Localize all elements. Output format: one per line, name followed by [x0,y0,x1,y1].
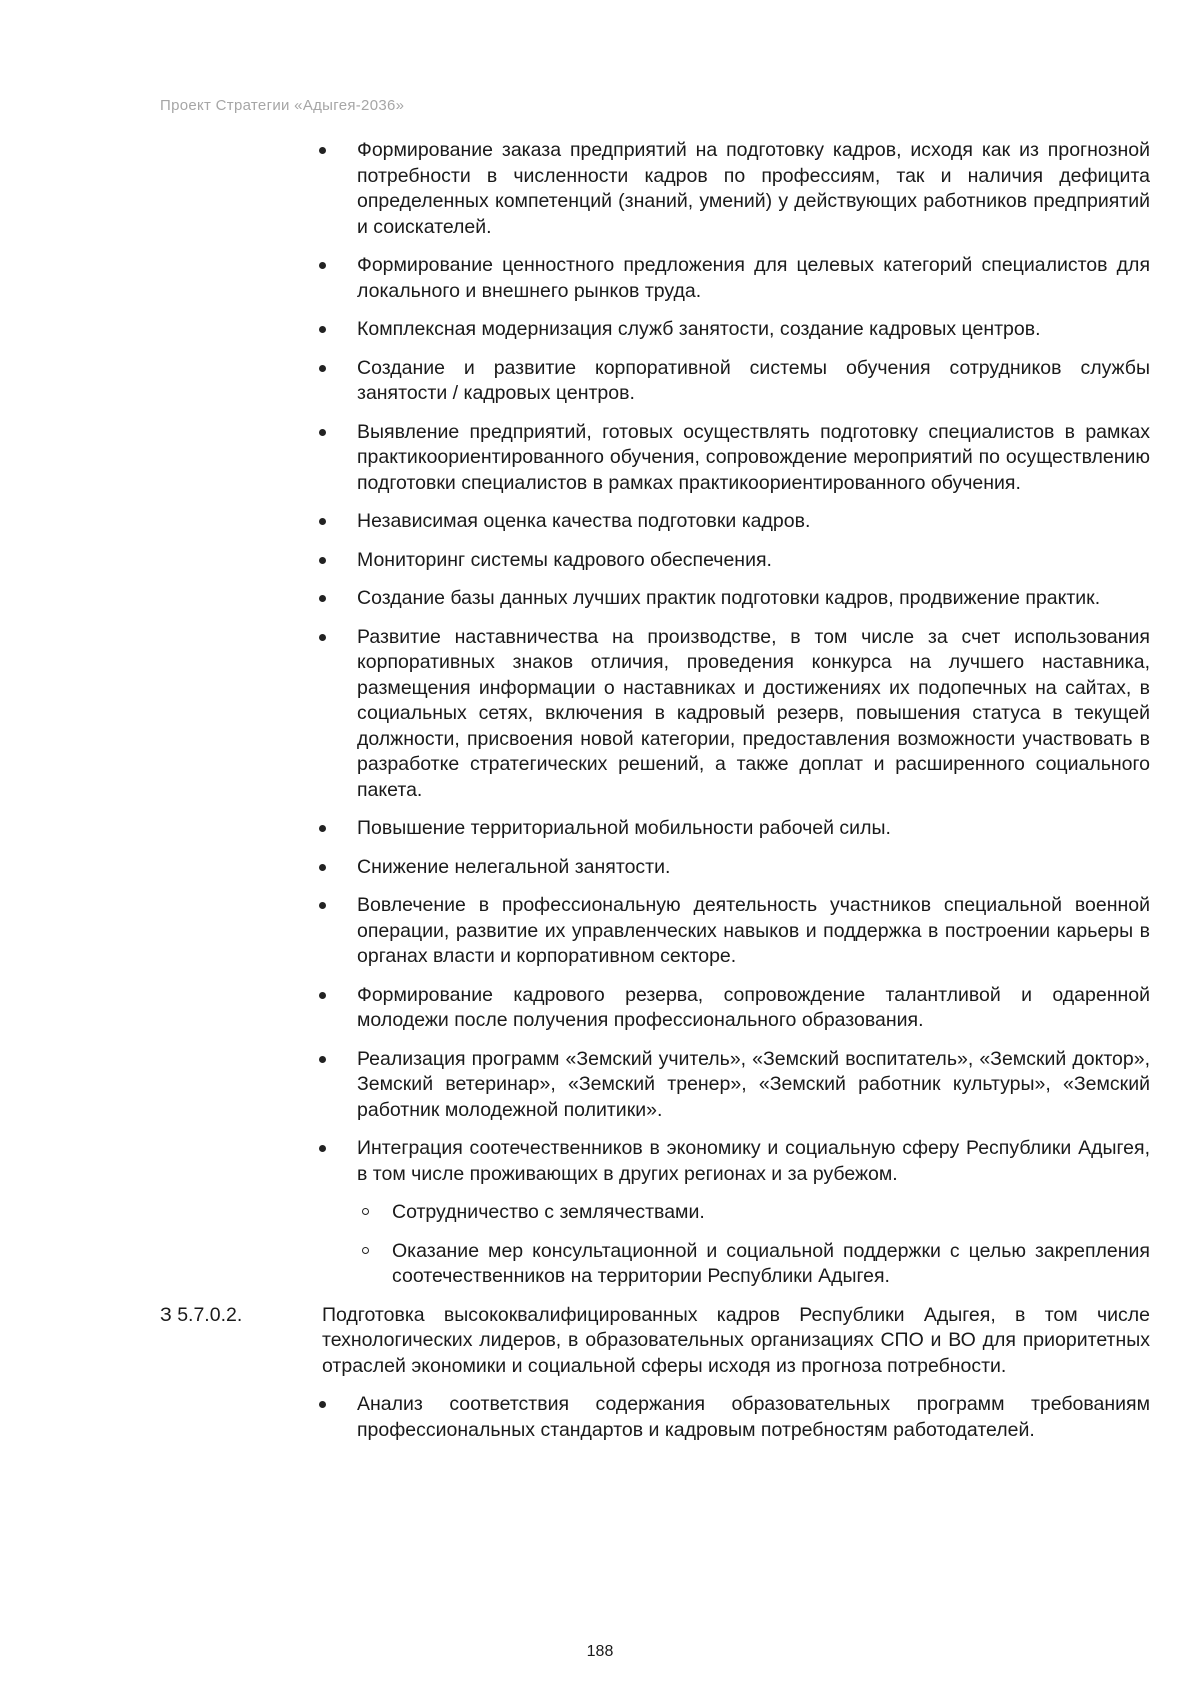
list-item: Реализация программ «Земский учитель», «Земский воспитатель», «Земский доктор», Земский ветеринар», «Земский тренер», «Земский работник культуры», «Земский работник молодежной политики». [357,1047,1150,1124]
list-item: Анализ соответствия содержания образовательных программ требованиям профессиональных стандартов и кадровым потребностям работодателей. [357,1392,1150,1443]
sub-list-item: Сотрудничество с землячествами. [392,1200,1150,1226]
list-item: Комплексная модернизация служб занятости, создание кадровых центров. [357,317,1150,343]
sub-list-item: Оказание мер консультационной и социальной поддержки с целью закрепления соотечественников на территории Республики Адыгея. [392,1239,1150,1290]
list-item: Формирование заказа предприятий на подготовку кадров, исходя как из прогнозной потребности в численности кадров по профессиям, так и наличия дефицита определенных компетенций (знаний, умений) у действующих работников предприятий и соискателей. [357,138,1150,240]
list-item: Повышение территориальной мобильности рабочей силы. [357,816,1150,842]
section-text: Подготовка высококвалифицированных кадров Республики Адыгея, в том числе технологических лидеров, в образовательных организациях СПО и ВО для приоритетных отраслей экономики и социальной сферы исходя из прогноза потребности. [322,1303,1150,1377]
list-item: Формирование ценностного предложения для целевых категорий специалистов для локального и внешнего рынков труда. [357,253,1150,304]
list-item: Создание и развитие корпоративной системы обучения сотрудников службы занятости / кадровых центров. [357,356,1150,407]
section-number: З 5.7.0.2. [160,1303,243,1326]
list-item: Развитие наставничества на производстве, в том числе за счет использования корпоративных знаков отличия, проведения конкурса на лучшего наставника, размещения информации о наставниках и достижениях их подопечных на сайтах, в социальных сетях, включения в кадровый резерв, повышения статуса в текущей должности, присвоения новой категории, предоставления возможности участвовать в разработке стратегических решений, а также доплат и расширенного социального пакета. [357,625,1150,804]
list-item: Выявление предприятий, готовых осуществлять подготовку специалистов в рамках практикоориентированного обучения, сопровождение мероприятий по осуществлению подготовки специалистов в рамках практикоориентированного обучения. [357,420,1150,497]
list-item: Снижение нелегальной занятости. [357,855,1150,881]
section-block [160,1303,1150,1380]
list-item: Интеграция соотечественников в экономику и социальную сферу Республики Адыгея, в том числе проживающих в других регионах и за рубежом. [357,1136,1150,1187]
list-item: Формирование кадрового резерва, сопровождение талантливой и одаренной молодежи после получения профессионального образования. [357,983,1150,1034]
list-item: Мониторинг системы кадрового обеспечения. [357,548,1150,574]
list-item: Создание базы данных лучших практик подготовки кадров, продвижение практик. [357,586,1150,612]
list-item: Вовлечение в профессиональную деятельность участников специальной военной операции, развитие их управленческих навыков и поддержка в построении карьеры в органах власти и корпоративном секторе. [357,893,1150,970]
running-header: Проект Стратегии «Адыгея-2036» [160,97,405,114]
list-item: Независимая оценка качества подготовки кадров. [357,509,1150,535]
page-number: 188 [586,1643,614,1660]
page-content [0,138,1200,1456]
